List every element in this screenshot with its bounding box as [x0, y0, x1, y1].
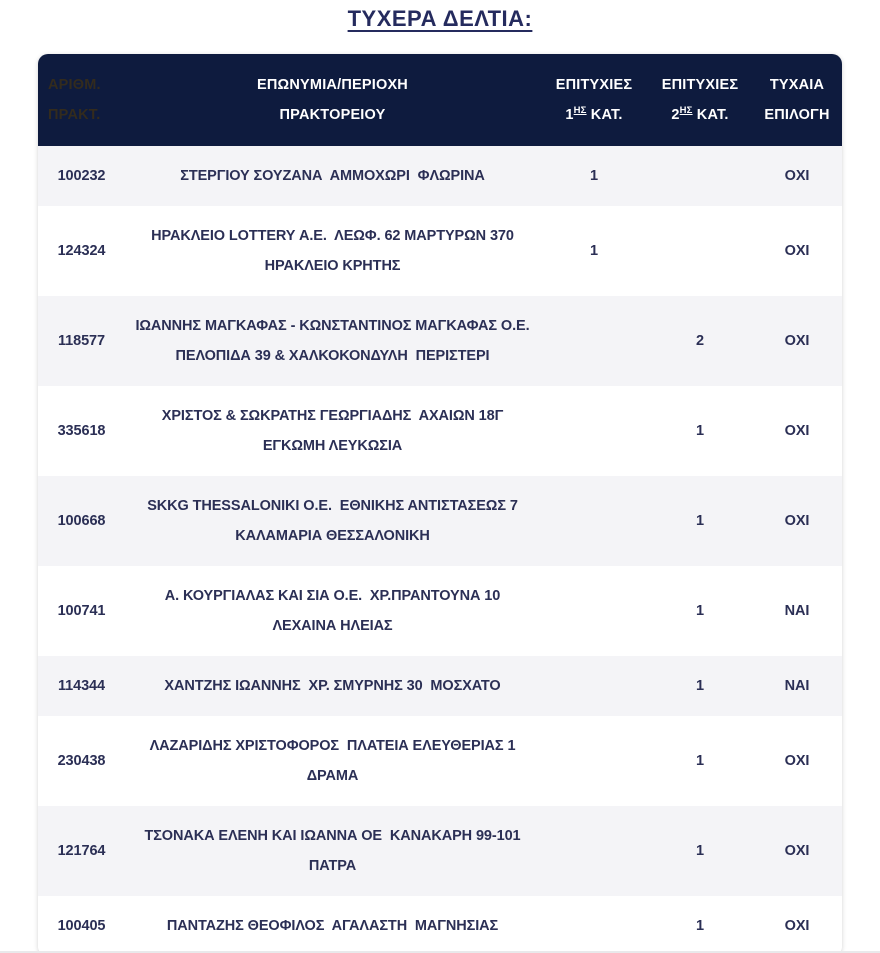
agency-name-line: ΧΡΙΣΤΟΣ & ΣΩΚΡΑΤΗΣ ΓΕΩΡΓΙΑΔΗΣ ΑΧΑΙΩΝ 18Γ — [161, 408, 504, 424]
cell-cat1: 1 — [590, 243, 598, 259]
table-row — [38, 146, 842, 206]
cell-agency-name — [125, 476, 540, 566]
cell-random: ΟΧΙ — [784, 423, 810, 439]
cell-cat2: 2 — [696, 333, 704, 349]
agency-name-line: ΙΩΑΝΝΗΣ ΜΑΓΚΑΦΑΣ - ΚΩΝΣΤΑΝΤΙΝΟΣ ΜΑΓΚΑΦΑΣ Ο.Ε. — [135, 318, 530, 334]
column-header-line: $1^{H\Sigma}$ ΚΑΤ. — [565, 104, 623, 123]
cell-agency-number: 124324 — [57, 243, 106, 259]
cell-cat2: 1 — [696, 423, 704, 439]
agency-name-line: Α. ΚΟΥΡΓΙΑΛΑΣ ΚΑΙ ΣΙΑ Ο.Ε. ΧΡ.ΠΡΑΝΤΟΥΝΑ 10 — [164, 588, 501, 604]
agency-name-line: ΛΕΧΑΙΝΑ ΗΛΕΙΑΣ — [272, 618, 393, 634]
agency-name-line: ΣΤΕΡΓΙΟΥ ΣΟΥΖΑΝΑ ΑΜΜΟΧΩΡΙ ΦΛΩΡΙΝΑ — [180, 168, 485, 184]
ordinal-superscript: ΗΣ — [573, 104, 587, 116]
table-row — [38, 896, 842, 953]
column-header-agency-number — [38, 54, 125, 146]
agency-name-line: ΔΡΑΜΑ — [306, 768, 359, 784]
cell-random: ΟΧΙ — [784, 513, 810, 529]
column-header-line: ΤΥΧΑΙΑ — [769, 76, 825, 93]
column-header-random-pick — [752, 54, 842, 146]
agency-name-line: ΕΓΚΩΜΗ ΛΕΥΚΩΣΙΑ — [262, 438, 403, 454]
cell-agency-number: 100405 — [57, 918, 106, 934]
cell-random: ΟΧΙ — [784, 918, 810, 934]
cell-random: ΝΑΙ — [784, 678, 810, 694]
agency-name-line: ΠΑΝΤΑΖΗΣ ΘΕΟΦΙΛΟΣ ΑΓΑΛΑΣΤΗ ΜΑΓΝΗΣΙΑΣ — [166, 918, 499, 934]
table-row — [38, 206, 842, 296]
cell-agency-number: 100668 — [57, 513, 106, 529]
cell-random: ΟΧΙ — [784, 843, 810, 859]
cell-agency-number: 100232 — [57, 168, 106, 184]
cell-agency-number: 121764 — [57, 843, 106, 859]
table-row — [38, 566, 842, 656]
cell-random: ΟΧΙ — [784, 168, 810, 184]
cell-agency-name — [125, 146, 540, 206]
column-header-line: $2^{H\Sigma}$ ΚΑΤ. — [671, 104, 729, 123]
agency-name-line: ΚΑΛΑΜΑΡΙΑ ΘΕΣΣΑΛΟΝΙΚΗ — [235, 528, 430, 544]
cell-agency-name — [125, 656, 540, 716]
cell-agency-name — [125, 566, 540, 656]
cell-agency-name — [125, 296, 540, 386]
agency-name-line: ΧΑΝΤΖΗΣ ΙΩΑΝΝΗΣ ΧΡ. ΣΜΥΡΝΗΣ 30 ΜΟΣΧΑΤΟ — [164, 678, 501, 694]
agency-name-line: ΤΣΟΝΑΚΑ ΕΛΕΝΗ ΚΑΙ ΙΩΑΝΝΑ ΟΕ ΚΑΝΑΚΑΡΗ 99-101 — [144, 828, 521, 844]
table-body — [38, 146, 842, 953]
agency-name-line: ΠΑΤΡΑ — [308, 858, 357, 874]
cell-random: ΝΑΙ — [784, 603, 810, 619]
column-header-line: ΕΠΙΤΥΧΙΕΣ — [661, 76, 739, 93]
page-title: ΤΥΧΕΡΑ ΔΕΛΤΙΑ: — [347, 6, 533, 31]
cell-random: ΟΧΙ — [784, 753, 810, 769]
agency-name-line: ΗΡΑΚΛΕΙΟ LOTTERY Α.Ε. ΛΕΩΦ. 62 ΜΑΡΤΥΡΩΝ 370 — [151, 228, 514, 244]
cell-agency-number: 118577 — [58, 333, 105, 349]
ordinal-superscript: ΗΣ — [679, 104, 693, 116]
column-header-line: ΕΠΙΤΥΧΙΕΣ — [555, 76, 633, 93]
cell-random: ΟΧΙ — [784, 333, 810, 349]
column-header-line: ΠΡΑΚΤΟΡΕΙΟΥ — [279, 106, 386, 123]
agency-name-line: ΗΡΑΚΛΕΙΟ ΚΡΗΤΗΣ — [264, 258, 401, 274]
column-header-line: ΑΡΙΘΜ. — [48, 76, 101, 93]
column-header-agency-name — [125, 54, 540, 146]
column-header-line: ΕΠΩΝΥΜΙΑ/ΠΕΡΙΟΧΗ — [257, 76, 408, 93]
cell-cat2: 1 — [696, 843, 704, 859]
lucky-tickets-table — [38, 54, 842, 953]
cell-agency-number: 114344 — [58, 678, 105, 694]
cell-cat2: 1 — [696, 513, 704, 529]
cell-agency-number: 100741 — [57, 603, 106, 619]
cell-agency-number: 230438 — [57, 753, 106, 769]
cell-cat1: 1 — [590, 168, 598, 184]
cell-agency-number: 335618 — [57, 423, 106, 439]
column-header-line: ΕΠΙΛΟΓΗ — [764, 106, 830, 123]
cell-agency-name — [125, 896, 540, 953]
table-row — [38, 656, 842, 716]
table-row — [38, 716, 842, 806]
cell-agency-name — [125, 806, 540, 896]
cell-agency-name — [125, 386, 540, 476]
agency-name-line: ΛΑΖΑΡΙΔΗΣ ΧΡΙΣΤΟΦΟΡΟΣ ΠΛΑΤΕΙΑ ΕΛΕΥΘΕΡΙΑΣ 1 — [149, 738, 516, 754]
cell-cat2: 1 — [696, 603, 704, 619]
cell-cat2: 1 — [696, 678, 704, 694]
column-header-wins-cat1 — [540, 54, 648, 146]
cell-random: ΟΧΙ — [784, 243, 810, 259]
agency-name-line: SKKG THESSALONIKI Ο.Ε. ΕΘΝΙΚΗΣ ΑΝΤΙΣΤΑΣΕΩΣ 7 — [147, 498, 518, 514]
cell-agency-name — [125, 206, 540, 296]
column-header-wins-cat2 — [648, 54, 752, 146]
cell-cat2: 1 — [696, 753, 704, 769]
table-row — [38, 296, 842, 386]
table-header-row — [38, 54, 842, 146]
table-row — [38, 476, 842, 566]
table-row — [38, 386, 842, 476]
column-header-line: ΠΡΑΚΤ. — [48, 106, 101, 123]
cell-agency-name — [125, 716, 540, 806]
cell-cat2: 1 — [696, 918, 704, 934]
table-row — [38, 806, 842, 896]
agency-name-line: ΠΕΛΟΠΙΔΑ 39 & ΧΑΛΚΟΚΟΝΔΥΛΗ ΠΕΡΙΣΤΕΡΙ — [175, 348, 490, 364]
